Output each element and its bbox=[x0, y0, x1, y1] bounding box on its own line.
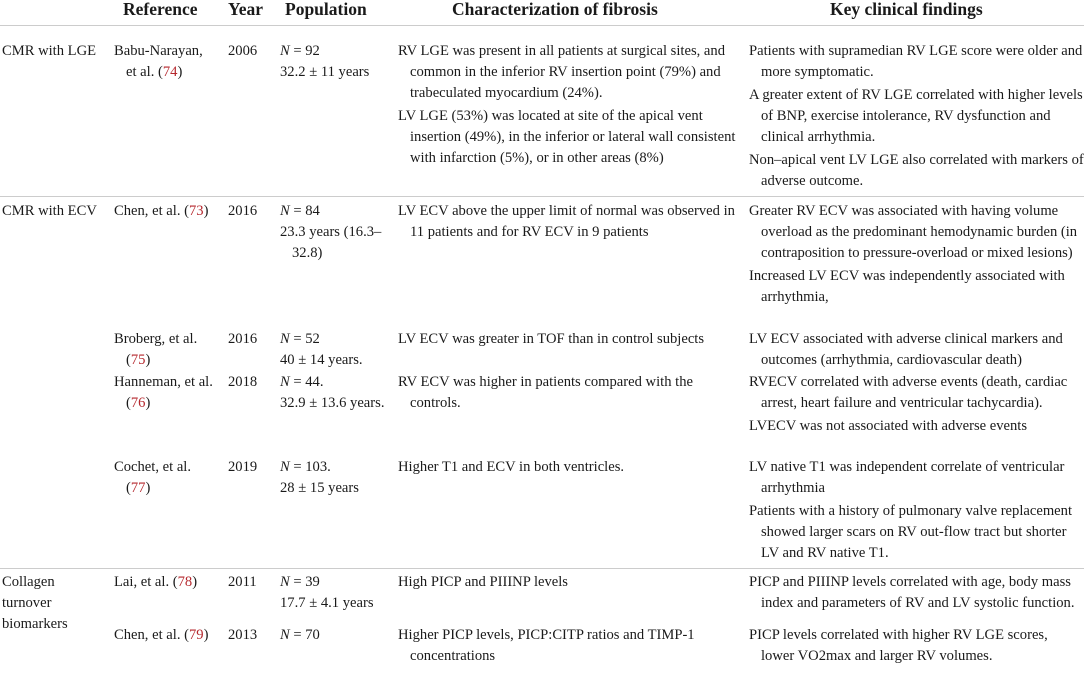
population-n-value: = 39 bbox=[289, 574, 320, 590]
finding-text: PICP levels correlated with higher RV LGE scores, lower VO2max and larger RV volumes. bbox=[749, 627, 1048, 664]
reference-close: ) bbox=[203, 203, 209, 219]
population-cell bbox=[280, 41, 390, 83]
population-age: 40 ± 14 years. bbox=[280, 352, 363, 368]
population-age: 23.3 years (16.3–32.8) bbox=[280, 224, 382, 261]
finding-text: Greater RV ECV was associated with having volume overload as the predominant hemodynamic burden (in contraposition to pressure-overload or mixed lesions) bbox=[749, 203, 1078, 261]
characterization-text: RV LGE was present in all patients at surgical sites, and common in the inferior RV insertion point (79%) and trabeculated myocardium (24%). bbox=[398, 43, 725, 101]
year-cell bbox=[228, 572, 270, 593]
year-value: 2019 bbox=[228, 459, 258, 475]
reference-cell bbox=[114, 372, 214, 414]
reference-close: ) bbox=[145, 395, 151, 411]
population-age: 32.9 ± 13.6 years. bbox=[280, 395, 385, 411]
finding-text: LV ECV associated with adverse clinical markers and outcomes (arrhythmia, cardiovascular death) bbox=[749, 331, 1063, 368]
population-cell bbox=[280, 625, 390, 646]
group-divider bbox=[0, 568, 1084, 569]
findings-cell bbox=[749, 41, 1084, 192]
header-characterization: Characterization of fibrosis bbox=[452, 0, 658, 19]
population-age: 17.7 ± 4.1 years bbox=[280, 595, 374, 611]
category-cell bbox=[2, 41, 106, 62]
characterization-text: LV ECV was greater in TOF than in control subjects bbox=[398, 331, 705, 347]
reference-authors: Broberg, et al. ( bbox=[114, 331, 198, 368]
reference-citation-link: 78 bbox=[177, 574, 193, 590]
category-cell bbox=[2, 572, 106, 635]
population-cell bbox=[280, 201, 390, 264]
findings-cell bbox=[749, 372, 1084, 437]
year-cell bbox=[228, 41, 270, 62]
header-findings: Key clinical findings bbox=[830, 0, 983, 19]
characterization-text: LV LGE (53%) was located at site of the apical vent insertion (49%), in the inferior or lateral wall consistent with infarction (5%), or in other areas (8%) bbox=[398, 108, 736, 166]
reference-cell bbox=[114, 201, 214, 222]
year-cell bbox=[228, 625, 270, 646]
population-n-label: N bbox=[280, 374, 290, 390]
reference-cell bbox=[114, 329, 214, 371]
population-n-value: = 70 bbox=[289, 627, 320, 643]
characterization-cell bbox=[398, 329, 738, 350]
year-value: 2006 bbox=[228, 43, 258, 59]
population-n-label: N bbox=[280, 627, 290, 643]
population-n-value: = 44. bbox=[289, 374, 324, 390]
population-n-value: = 52 bbox=[289, 331, 320, 347]
year-value: 2016 bbox=[228, 203, 258, 219]
reference-citation-link: 77 bbox=[130, 480, 146, 496]
category-cell bbox=[2, 201, 106, 222]
population-cell bbox=[280, 329, 390, 371]
population-n-label: N bbox=[280, 203, 290, 219]
reference-citation-link: 75 bbox=[130, 352, 146, 368]
finding-text: LV native T1 was independent correlate of ventricular arrhythmia bbox=[749, 459, 1065, 496]
reference-authors: Cochet, et al. ( bbox=[114, 459, 191, 496]
reference-citation-link: 73 bbox=[188, 203, 204, 219]
findings-cell bbox=[749, 572, 1084, 614]
characterization-cell bbox=[398, 572, 738, 593]
findings-cell bbox=[749, 201, 1084, 308]
year-value: 2011 bbox=[228, 574, 257, 590]
year-value: 2016 bbox=[228, 331, 258, 347]
characterization-cell bbox=[398, 372, 738, 414]
characterization-cell bbox=[398, 625, 738, 667]
population-n-label: N bbox=[280, 459, 290, 475]
group-divider bbox=[0, 196, 1084, 197]
year-cell bbox=[228, 372, 270, 393]
reference-cell bbox=[114, 572, 214, 593]
finding-text: Patients with a history of pulmonary valve replacement showed larger scars on RV out-flow tract but shorter LV and RV native T1. bbox=[749, 503, 1073, 561]
reference-citation-link: 79 bbox=[188, 627, 204, 643]
characterization-text: LV ECV above the upper limit of normal was observed in 11 patients and for RV ECV in 9 patients bbox=[398, 203, 735, 240]
reference-authors: Chen, et al. ( bbox=[114, 203, 189, 219]
reference-close: ) bbox=[192, 574, 198, 590]
category-label: CMR with ECV bbox=[2, 203, 97, 219]
population-n-label: N bbox=[280, 574, 290, 590]
reference-authors: Babu-Narayan, et al. ( bbox=[114, 43, 203, 80]
characterization-text: RV ECV was higher in patients compared with the controls. bbox=[398, 374, 693, 411]
finding-text: Patients with supramedian RV LGE score were older and more symptomatic. bbox=[749, 43, 1083, 80]
reference-citation-link: 76 bbox=[130, 395, 146, 411]
population-age: 32.2 ± 11 years bbox=[280, 64, 370, 80]
category-label: Collagen turnover biomarkers bbox=[2, 574, 68, 632]
finding-text: RVECV correlated with adverse events (death, cardiac arrest, heart failure and ventricular tachycardia). bbox=[749, 374, 1068, 411]
finding-text: LVECV was not associated with adverse events bbox=[749, 418, 1028, 434]
population-cell bbox=[280, 457, 390, 499]
population-cell bbox=[280, 372, 390, 414]
reference-close: ) bbox=[145, 352, 151, 368]
reference-authors: Chen, et al. ( bbox=[114, 627, 189, 643]
population-n-value: = 84 bbox=[289, 203, 320, 219]
table-header bbox=[0, 0, 1084, 26]
finding-text: A greater extent of RV LGE correlated with higher levels of BNP, exercise intolerance, RV dysfunction and clinical arrhythmia. bbox=[749, 87, 1083, 145]
year-cell bbox=[228, 457, 270, 478]
characterization-cell bbox=[398, 201, 738, 243]
characterization-text: Higher PICP levels, PICP:CITP ratios and TIMP-1 concentrations bbox=[398, 627, 695, 664]
reference-cell bbox=[114, 625, 214, 646]
population-n-value: = 92 bbox=[289, 43, 320, 59]
finding-text: PICP and PIIINP levels correlated with age, body mass index and parameters of RV and LV systolic function. bbox=[749, 574, 1075, 611]
reference-authors: Lai, et al. ( bbox=[114, 574, 178, 590]
header-population: Population bbox=[285, 0, 367, 19]
year-value: 2013 bbox=[228, 627, 258, 643]
reference-cell bbox=[114, 457, 214, 499]
characterization-cell bbox=[398, 41, 738, 169]
category-label: CMR with LGE bbox=[2, 43, 97, 59]
population-n-value: = 103. bbox=[289, 459, 331, 475]
population-cell bbox=[280, 572, 390, 614]
reference-cell bbox=[114, 41, 214, 83]
header-reference: Reference bbox=[123, 0, 198, 19]
reference-citation-link: 74 bbox=[162, 64, 178, 80]
reference-authors: Hanneman, et al. ( bbox=[114, 374, 213, 411]
finding-text: Increased LV ECV was independently associated with arrhythmia, bbox=[749, 268, 1065, 305]
finding-text: Non–apical vent LV LGE also correlated with markers of adverse outcome. bbox=[749, 152, 1084, 189]
population-n-label: N bbox=[280, 331, 290, 347]
characterization-text: Higher T1 and ECV in both ventricles. bbox=[398, 459, 625, 475]
reference-close: ) bbox=[145, 480, 151, 496]
reference-close: ) bbox=[177, 64, 183, 80]
findings-cell bbox=[749, 457, 1084, 564]
reference-close: ) bbox=[203, 627, 209, 643]
year-cell bbox=[228, 201, 270, 222]
characterization-text: High PICP and PIIINP levels bbox=[398, 574, 568, 590]
population-age: 28 ± 15 years bbox=[280, 480, 359, 496]
year-value: 2018 bbox=[228, 374, 258, 390]
characterization-cell bbox=[398, 457, 738, 478]
year-cell bbox=[228, 329, 270, 350]
findings-cell bbox=[749, 329, 1084, 371]
header-year: Year bbox=[228, 0, 263, 19]
population-n-label: N bbox=[280, 43, 290, 59]
findings-cell bbox=[749, 625, 1084, 667]
